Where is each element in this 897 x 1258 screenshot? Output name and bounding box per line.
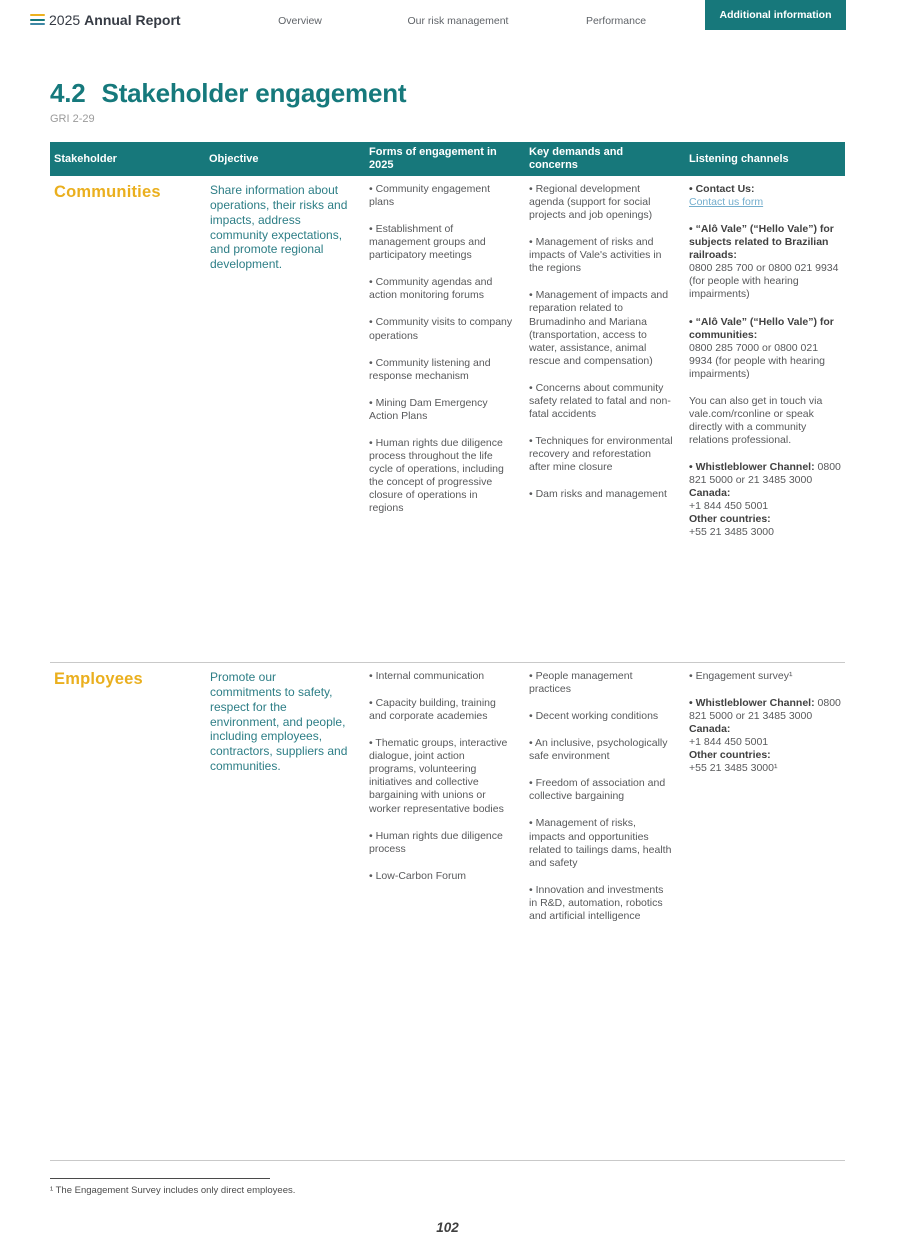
list-item: • Low-Carbon Forum xyxy=(369,869,467,882)
engagement-survey-text: • Engagement survey¹ xyxy=(689,670,793,683)
page-title xyxy=(50,40,845,108)
channel-value: +1 844 450 5001 xyxy=(689,499,769,512)
channel-value: +1 844 450 5001 xyxy=(689,736,769,749)
list-item: • Community agendas and action monitoring forums xyxy=(369,276,493,302)
forms-of-engagement-list xyxy=(365,176,525,662)
nav-additional-information[interactable]: Additional information xyxy=(705,0,846,30)
contact-us-form-link[interactable]: Contact us form xyxy=(689,196,764,209)
list-item: • Mining Dam Emergency Action Plans xyxy=(369,396,488,422)
list-item: • People management practices xyxy=(529,670,633,696)
get-in-touch-text: You can also get in touch via vale.com/rconline or speak directly with a community relations professional. xyxy=(689,394,823,446)
list-item: • An inclusive, psychologically safe environment xyxy=(529,737,668,763)
table-row-employees xyxy=(50,662,845,1160)
footnote-text: ¹ The Engagement Survey includes only direct employees. xyxy=(50,1185,296,1197)
alo-vale-communities-block xyxy=(689,316,841,381)
key-demands-list xyxy=(525,663,685,1160)
list-item: • Human rights due diligence process throughout the life cycle of operations, including the concept of progressive closure of operations in regions xyxy=(369,436,504,514)
channel-value: +55 21 3485 3000¹ xyxy=(689,762,778,775)
menu-icon-line xyxy=(30,23,45,25)
list-item: • Establishment of management groups and participatory meetings xyxy=(369,223,486,262)
channel-line xyxy=(689,461,841,487)
list-item: • Management of risks, impacts and opportunities related to tailings dams, health and safety xyxy=(529,817,672,869)
report-brand xyxy=(49,12,181,28)
section-number: 4.2 xyxy=(50,78,86,108)
nav-performance[interactable]: Performance xyxy=(585,15,647,27)
nav-our-risk-management[interactable]: Our risk management xyxy=(407,15,509,27)
whistleblower-block xyxy=(689,697,841,775)
channel-label: • “Alô Vale” (“Hello Vale”) for communities: xyxy=(689,315,834,341)
menu-icon-line xyxy=(30,14,45,16)
channel-value: 0800 821 5000 or 21 3485 3000 xyxy=(689,697,841,723)
menu-icon-line xyxy=(30,19,45,21)
column-header-forms: Forms of engagement in 2025 xyxy=(369,146,497,172)
column-header-channels: Listening channels xyxy=(689,152,789,165)
listening-channels-cell xyxy=(685,663,845,1160)
brand-year: 2025 xyxy=(49,12,81,28)
channel-label: • Contact Us: xyxy=(689,183,755,196)
channel-value: 0800 821 5000 or 21 3485 3000 xyxy=(689,460,841,486)
objective-text: Share information about operations, their risks and impacts, address community expectations, and promote regional development. xyxy=(210,183,348,272)
menu-icon[interactable] xyxy=(30,14,45,28)
footnote-divider xyxy=(50,1178,270,1179)
list-item: • Community listening and response mechanism xyxy=(369,356,491,382)
contact-us-block xyxy=(689,183,841,209)
list-item: • Community visits to company operations xyxy=(369,316,513,342)
top-navigation-bar xyxy=(0,0,897,40)
table-row-communities xyxy=(50,176,845,662)
list-item: • Thematic groups, interactive dialogue, joint action programs, volunteering initiatives and collective bargaining with unions or worker representative bodies xyxy=(369,737,508,815)
stakeholder-name: Employees xyxy=(54,670,143,689)
channel-label: • Whistleblower Channel: xyxy=(689,460,815,473)
list-item: • Capacity building, training and corporate academies xyxy=(369,697,496,723)
list-item: • Freedom of association and collective bargaining xyxy=(529,777,666,803)
forms-of-engagement-list xyxy=(365,663,525,1160)
objective-text: Promote our commitments to safety, respect for the environment, and people, including employees, contractors, suppliers and communities. xyxy=(210,670,348,773)
channel-label: • “Alô Vale” (“Hello Vale”) for subjects related to Brazilian railroads: xyxy=(689,223,834,262)
listening-channels-cell xyxy=(685,176,845,662)
list-item: • Human rights due diligence process xyxy=(369,829,503,855)
channel-value: +55 21 3485 3000 xyxy=(689,525,774,538)
channel-line xyxy=(689,697,841,723)
list-item: • Decent working conditions xyxy=(529,710,659,723)
alo-vale-railroads-block xyxy=(689,223,841,301)
channel-label: • Whistleblower Channel: xyxy=(689,697,815,710)
list-item: • Dam risks and management xyxy=(529,487,667,500)
list-item: • Techniques for environmental recovery and reforestation after mine closure xyxy=(529,434,673,473)
column-header-objective: Objective xyxy=(209,152,259,165)
list-item: • Regional development agenda (support for social projects and job openings) xyxy=(529,183,653,222)
list-item: • Concerns about community safety related to fatal and non-fatal accidents xyxy=(529,381,671,420)
channel-label: Other countries: xyxy=(689,512,771,525)
list-item: • Management of risks and impacts of Vale's activities in the regions xyxy=(529,236,662,275)
channel-label: Other countries: xyxy=(689,749,771,762)
stakeholder-name: Communities xyxy=(54,183,161,202)
list-item: • Community engagement plans xyxy=(369,183,490,209)
section-title: Stakeholder engagement xyxy=(101,78,407,108)
column-header-demands: Key demands and concerns xyxy=(529,146,624,172)
list-item: • Innovation and investments in R&D, automation, robotics and artificial intelligence xyxy=(529,883,664,922)
key-demands-list xyxy=(525,176,685,662)
page-number: 102 xyxy=(436,1220,459,1236)
channel-label: Canada: xyxy=(689,723,731,736)
column-header-stakeholder: Stakeholder xyxy=(54,152,117,165)
gri-reference: GRI 2-29 xyxy=(50,113,95,125)
brand-title: Annual Report xyxy=(84,12,181,28)
whistleblower-block xyxy=(689,461,841,539)
table-header-row xyxy=(50,142,845,176)
nav-overview[interactable]: Overview xyxy=(278,15,322,27)
channel-value: 0800 285 7000 or 0800 021 9934 (for people with hearing impairments) xyxy=(689,341,826,380)
list-item: • Management of impacts and reparation related to Brumadinho and Mariana (transportation, access to water, assistance, animal rescue and compensation) xyxy=(529,289,669,367)
channel-value: 0800 285 700 or 0800 021 9934 (for people with hearing impairments) xyxy=(689,262,839,301)
list-item: • Internal communication xyxy=(369,670,485,683)
main-content xyxy=(50,40,845,1235)
channel-label: Canada: xyxy=(689,486,731,499)
stakeholder-engagement-table xyxy=(50,142,845,1161)
